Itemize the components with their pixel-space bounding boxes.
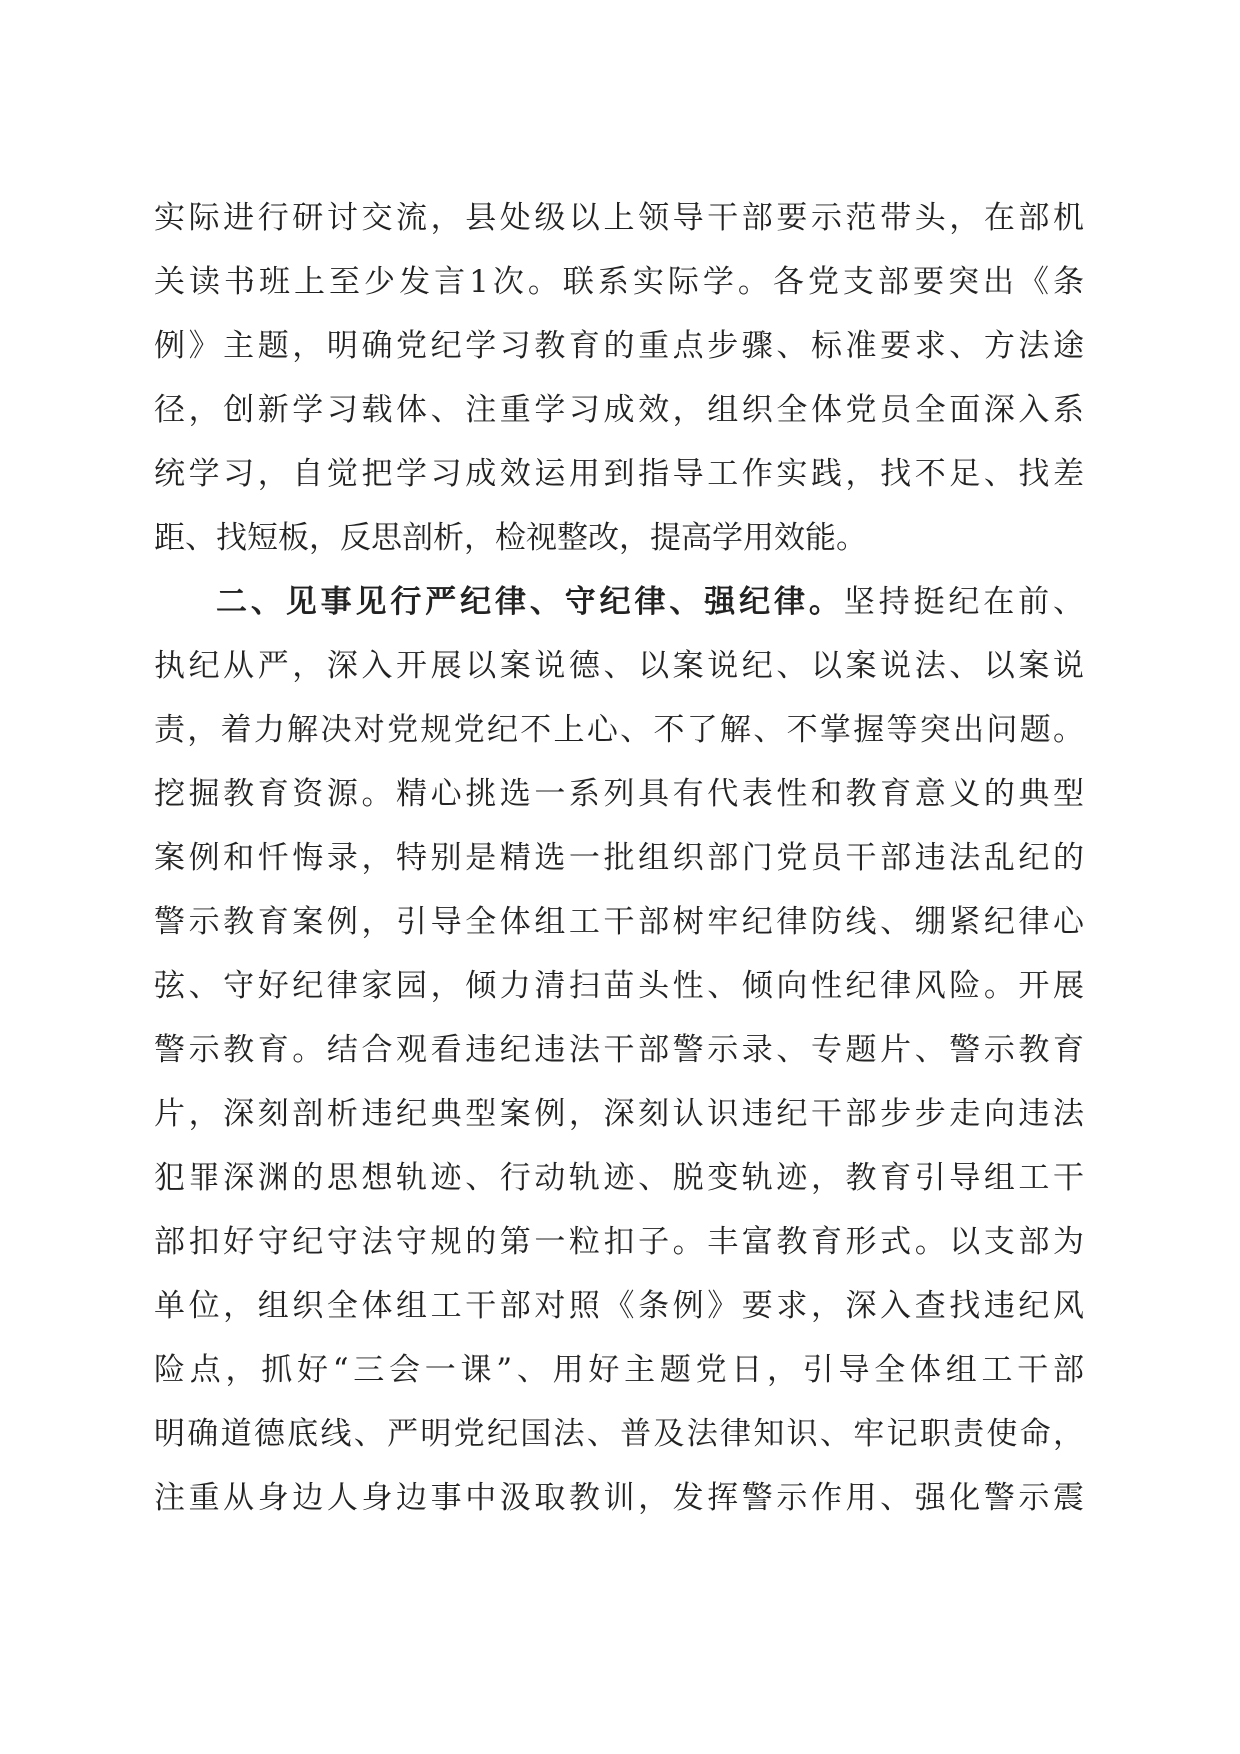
text-line: 单位，组织全体组工干部对照《条例》要求，深入查找违纪风 [154,1288,1084,1324]
text-line: 径，创新学习载体、注重学习成效，组织全体党员全面深入系 [154,392,1084,428]
text-line: 片，深刻剖析违纪典型案例，深刻认识违纪干部步步走向违法 [154,1096,1084,1132]
text-line: 警示教育案例，引导全体组工干部树牢纪律防线、绷紧纪律心 [154,904,1084,940]
text-line: 明确道德底线、严明党纪国法、普及法律知识、牢记职责使命， [154,1416,1084,1452]
text-line: 部扣好守纪守法守规的第一粒扣子。丰富教育形式。以支部为 [154,1224,1084,1260]
text-line: 例》主题，明确党纪学习教育的重点步骤、标准要求、方法途 [154,328,1084,364]
document-page [154,186,1084,1530]
text-line: 注重从身边人身边事中汲取教训，发挥警示作用、强化警示震 [154,1480,1084,1516]
text-line: 案例和忏悔录，特别是精选一批组织部门党员干部违法乱纪的 [154,840,1084,876]
text-line: 距、找短板，反思剖析，检视整改，提高学用效能。 [154,520,867,556]
text-line: 关读书班上至少发言1次。联系实际学。各党支部要突出《条 [154,264,1084,300]
paragraph-study-practice [154,186,1084,570]
text-line: 弦、守好纪律家园，倾力清扫苗头性、倾向性纪律风险。开展 [154,968,1084,1004]
heading-continuation: 坚持挺纪在前、 [843,584,1084,620]
text-line: 责，着力解决对党规党纪不上心、不了解、不掌握等突出问题。 [154,712,1084,748]
text-line-first [154,570,1084,634]
text-line: 险点，抓好“三会一课”、用好主题党日，引导全体组工干部 [154,1352,1084,1388]
text-line: 执纪从严，深入开展以案说德、以案说纪、以案说法、以案说 [154,648,1084,684]
text-line: 实际进行研讨交流，县处级以上领导干部要示范带头，在部机 [154,200,1084,236]
paragraph-discipline [154,570,1084,1530]
section-heading: 二、见事见行严纪律、守纪律、强纪律。 [216,584,844,620]
text-line: 犯罪深渊的思想轨迹、行动轨迹、脱变轨迹，教育引导组工干 [154,1160,1084,1196]
text-line: 挖掘教育资源。精心挑选一系列具有代表性和教育意义的典型 [154,776,1084,812]
text-line: 警示教育。结合观看违纪违法干部警示录、专题片、警示教育 [154,1032,1084,1068]
text-line: 统学习，自觉把学习成效运用到指导工作实践，找不足、找差 [154,456,1084,492]
